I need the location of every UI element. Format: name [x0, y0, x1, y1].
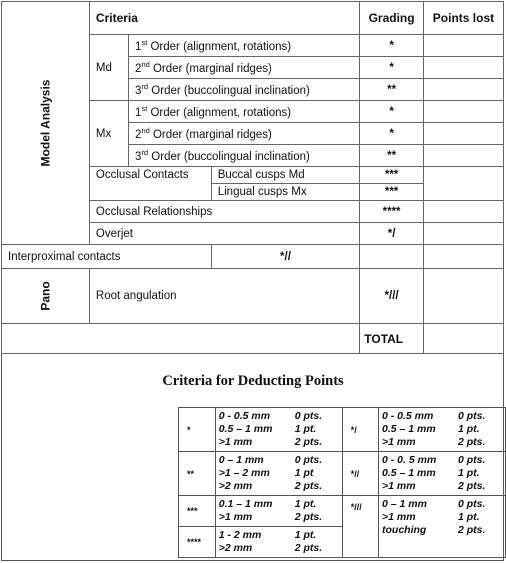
- grade-cell: ****: [360, 201, 424, 223]
- legend-symbol: *: [179, 408, 216, 452]
- legend-ranges: [379, 452, 506, 496]
- legend-line: >2 mm 2 pts.: [218, 480, 323, 492]
- lingual-cusps-mx: Lingual cusps Mx: [211, 184, 360, 201]
- legend-line: >1 mm 2 pts.: [218, 436, 323, 448]
- total-spacer: [2, 324, 360, 354]
- legend-symbol: ****: [179, 527, 216, 558]
- points-lost-cell[interactable]: [423, 145, 503, 167]
- legend-symbol: **: [179, 452, 216, 496]
- points-lost-cell[interactable]: [423, 35, 503, 57]
- grade-cell: ***: [360, 184, 424, 201]
- legend-line: 0 - 0. 5 mm 0 pts.: [382, 454, 486, 466]
- md-label: Md: [89, 35, 128, 101]
- root-angulation-label: Root angulation: [89, 269, 359, 324]
- section-model-analysis: [2, 2, 90, 245]
- legend-line: 0 - 0.5 mm 0 pts.: [382, 410, 486, 422]
- grade-cell: *///: [360, 269, 424, 324]
- legend-symbol: */: [342, 408, 378, 452]
- header-grading: Grading: [360, 2, 424, 35]
- section-pano-label: Pano: [38, 281, 53, 311]
- legend-ranges: [215, 408, 342, 452]
- deduction-legend: [178, 407, 506, 558]
- legend-line: >2 mm 2 pts.: [218, 542, 323, 554]
- legend-ranges: [215, 452, 342, 496]
- grade-cell: **: [360, 79, 424, 101]
- legend-symbol: ***: [179, 496, 216, 527]
- grade-cell: *: [360, 101, 424, 123]
- mx-row-2: 2nd Order (marginal ridges): [129, 123, 360, 145]
- legend-symbol: *//: [342, 452, 378, 496]
- points-lost-cell[interactable]: [360, 245, 424, 269]
- total-label: TOTAL: [360, 324, 424, 354]
- grade-cell: *//: [211, 245, 360, 269]
- section-pano: [2, 269, 90, 324]
- legend-ranges: [379, 408, 506, 452]
- legend-line: 0 – 1 mm 0 pts.: [218, 454, 323, 466]
- section-model-analysis-label: Model Analysis: [38, 79, 53, 167]
- legend-line: >1 mm 2 pts.: [382, 480, 486, 492]
- legend-line: 0.1 – 1 mm 1 pt.: [218, 498, 317, 510]
- points-lost-cell[interactable]: [423, 57, 503, 79]
- legend-line: >1 mm 2 pts.: [382, 436, 486, 448]
- legend-ranges: [215, 527, 342, 558]
- legend-line: touching 2 pts.: [382, 524, 486, 536]
- grade-cell: *: [360, 123, 424, 145]
- legend-line: >1 mm 2 pts.: [218, 511, 323, 523]
- legend-line: 0.5 – 1 mm 1 pt.: [218, 423, 317, 435]
- grade-cell: *: [360, 35, 424, 57]
- legend-line: 1 - 2 mm 1 pt.: [218, 529, 317, 541]
- mx-row-1: 1st Order (alignment, rotations): [129, 101, 360, 123]
- points-lost-cell[interactable]: [423, 123, 503, 145]
- md-row-1: 1st Order (alignment, rotations): [129, 35, 360, 57]
- legend-line: >1 – 2 mm 1 pt: [218, 467, 314, 479]
- legend-line: 0 – 1 mm 0 pts.: [382, 498, 486, 510]
- points-lost-cell[interactable]: [423, 79, 503, 101]
- grade-cell: **: [360, 145, 424, 167]
- occlusal-contacts-label: Occlusal Contacts: [89, 167, 211, 201]
- points-lost-cell[interactable]: [423, 269, 503, 324]
- points-lost-cell[interactable]: [423, 167, 503, 201]
- total-points-cell[interactable]: [423, 324, 503, 354]
- points-lost-cell[interactable]: [423, 223, 503, 245]
- legend-ranges: [379, 496, 506, 558]
- grade-cell: ***: [360, 167, 424, 184]
- occlusal-relationships-label: Occlusal Relationships: [89, 201, 359, 223]
- legend-ranges: [215, 496, 342, 527]
- header-points-lost: Points lost: [423, 2, 503, 35]
- points-lost-cell[interactable]: [423, 101, 503, 123]
- legend-line: >1 mm 1 pt.: [382, 511, 480, 523]
- grade-cell: */: [360, 223, 424, 245]
- mx-row-3: 3rd Order (buccolingual inclination): [129, 145, 360, 167]
- legend-line: 0.5 – 1 mm 1 pt.: [382, 423, 480, 435]
- grade-cell: *: [360, 57, 424, 79]
- md-row-2: 2nd Order (marginal ridges): [129, 57, 360, 79]
- md-row-3: 3rd Order (buccolingual inclination): [129, 79, 360, 101]
- grading-table: [1, 1, 504, 354]
- overjet-label: Overjet: [89, 223, 359, 245]
- legend-line: 0 - 0.5 mm 0 pts.: [218, 410, 323, 422]
- legend-title: Criteria for Deducting Points: [162, 373, 344, 389]
- header-criteria: Criteria: [89, 2, 359, 35]
- interproximal-label: Interproximal contacts: [2, 245, 212, 269]
- points-lost-cell[interactable]: [423, 201, 503, 223]
- legend-symbol: *///: [342, 496, 378, 558]
- buccal-cusps-md: Buccal cusps Md: [211, 167, 360, 184]
- mx-label: Mx: [89, 101, 128, 167]
- legend-line: 0.5 – 1 mm 1 pt.: [382, 467, 480, 479]
